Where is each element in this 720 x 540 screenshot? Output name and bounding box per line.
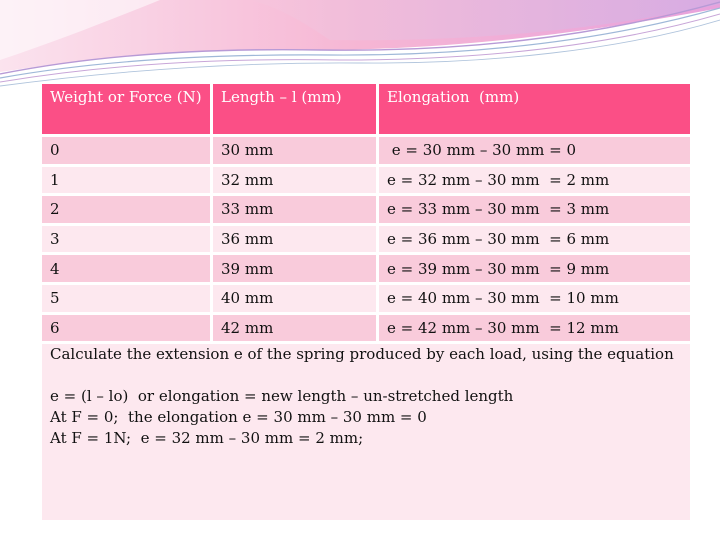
elongation-cell: e = 39 mm – 30 mm = 9 mm: [378, 254, 691, 284]
table-row: [42, 136, 690, 166]
length-cell: 39 mm: [212, 254, 378, 284]
instruction-text: Calculate the extension e of the spring produced by each load, using the equation: [50, 345, 674, 363]
example-zero-force: At F = 0; the elongation e = 30 mm – 30 mm = 0: [50, 408, 427, 426]
table-row: [42, 195, 690, 225]
header-length: Length – l (mm): [212, 84, 378, 136]
weight-cell: 2: [42, 195, 212, 225]
elongation-cell: e = 36 mm – 30 mm = 6 mm: [378, 224, 691, 254]
table-row: [42, 165, 690, 195]
table-row: [42, 254, 690, 284]
weight-cell: 4: [42, 254, 212, 284]
weight-cell: 6: [42, 313, 212, 343]
length-cell: 32 mm: [212, 165, 378, 195]
length-cell: 33 mm: [212, 195, 378, 225]
elongation-cell: e = 33 mm – 30 mm = 3 mm: [378, 195, 691, 225]
weight-cell: 3: [42, 224, 212, 254]
table-row: [42, 283, 690, 313]
decorative-banner: [0, 0, 720, 90]
elongation-table: [42, 84, 690, 344]
length-cell: 42 mm: [212, 313, 378, 343]
length-cell: 40 mm: [212, 283, 378, 313]
table-row: [42, 224, 690, 254]
formula-text: e = (l – lo) or elongation = new length – un-stretched length: [50, 387, 514, 405]
header-elongation: Elongation (mm): [378, 84, 691, 136]
elongation-cell: e = 30 mm – 30 mm = 0: [378, 136, 691, 166]
example-one-newton: At F = 1N; e = 32 mm – 30 mm = 2 mm;: [50, 429, 364, 447]
explanation-notes: [50, 344, 680, 449]
weight-cell: 5: [42, 283, 212, 313]
elongation-cell: e = 42 mm – 30 mm = 12 mm: [378, 313, 691, 343]
table-row: [42, 313, 690, 343]
header-weight: Weight or Force (N): [42, 84, 212, 136]
weight-cell: 1: [42, 165, 212, 195]
elongation-cell: e = 32 mm – 30 mm = 2 mm: [378, 165, 691, 195]
table-header-row: [42, 84, 690, 136]
weight-cell: 0: [42, 136, 212, 166]
elongation-cell: e = 40 mm – 30 mm = 10 mm: [378, 283, 691, 313]
length-cell: 36 mm: [212, 224, 378, 254]
length-cell: 30 mm: [212, 136, 378, 166]
